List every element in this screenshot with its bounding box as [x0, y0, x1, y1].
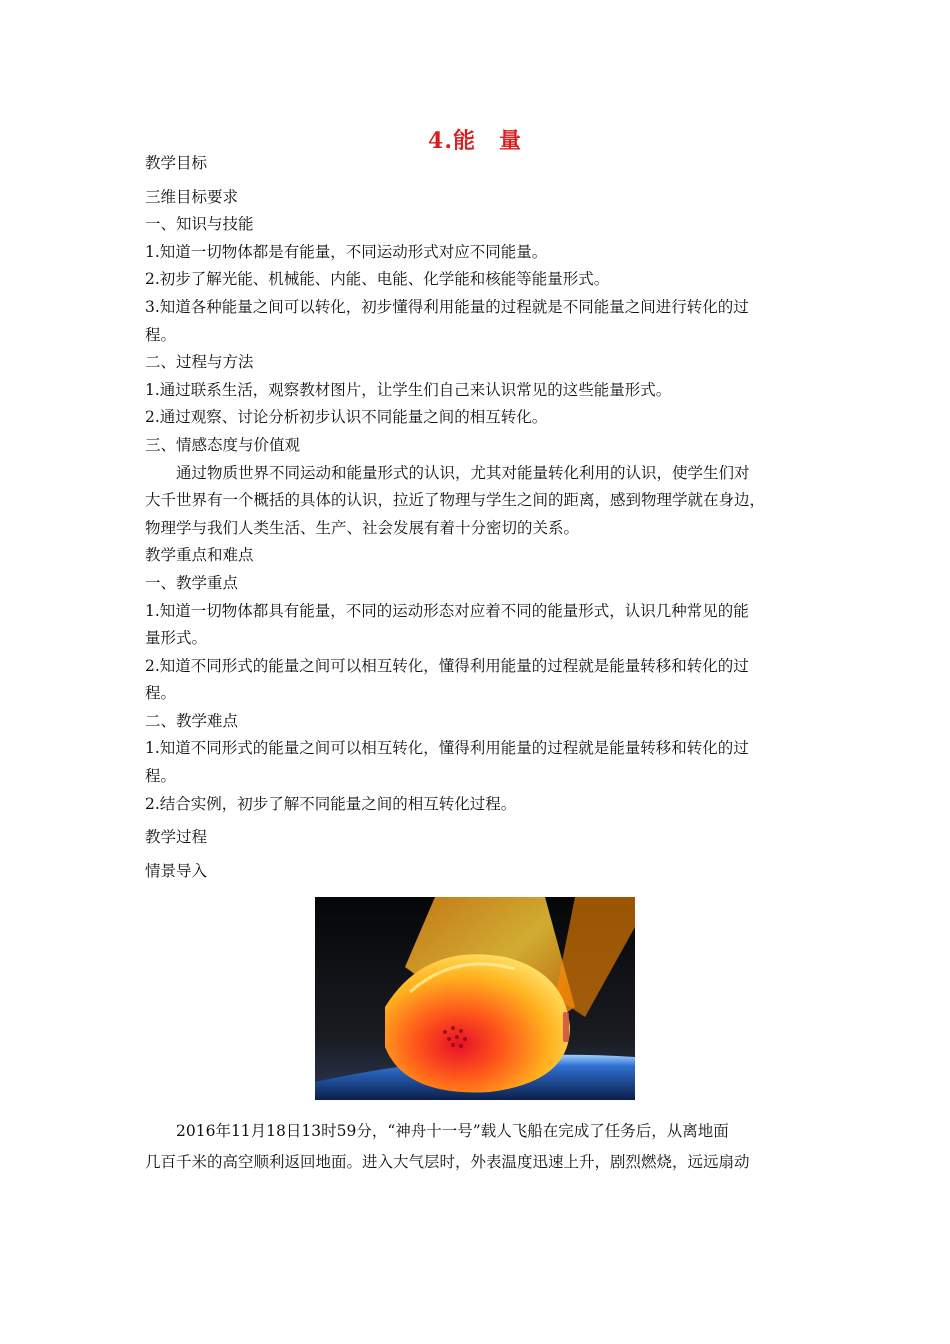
document-body — [145, 150, 815, 1178]
heading-difficult: 二、教学难点 — [145, 711, 239, 730]
page-title: 4.能 量 — [428, 128, 522, 154]
paragraph-line: 2016年11月18日13时59分，“神舟十一号”载人飞船在完成了任务后，从离地面 — [176, 1122, 729, 1141]
text-line: 量形式。 — [145, 629, 208, 648]
text-line: 2.通过观察、讨论分析初步认识不同能量之间的相互转化。 — [145, 408, 548, 427]
heading-process: 二、过程与方法 — [145, 353, 254, 372]
paragraph-line: 几百千米的高空顺利返回地面。进入大气层时，外表温度迅速上升，剧烈燃烧，远远扇动 — [145, 1153, 750, 1172]
heading-three-dim: 三维目标要求 — [145, 187, 239, 206]
text-line: 2.初步了解光能、机械能、内能、电能、化学能和核能等能量形式。 — [145, 270, 610, 289]
text-line: 1.知道一切物体都具有能量，不同的运动形态对应着不同的能量形式，认识几种常见的能 — [145, 601, 749, 620]
heading-scenario: 情景导入 — [145, 861, 208, 880]
heading-teaching-process: 教学过程 — [145, 828, 208, 847]
text-line: 程。 — [145, 325, 177, 344]
text-line: 3.知道各种能量之间可以转化，初步懂得利用能量的过程就是不同能量之间进行转化的过 — [145, 297, 749, 316]
text-line: 1.知道一切物体都是有能量，不同运动形式对应不同能量。 — [145, 242, 548, 261]
text-line: 2.知道不同形式的能量之间可以相互转化，懂得利用能量的过程就是能量转移和转化的过 — [145, 656, 749, 675]
text-line: 2.结合实例，初步了解不同能量之间的相互转化过程。 — [145, 794, 517, 813]
text-line: 程。 — [145, 767, 177, 786]
text-line: 1.知道不同形式的能量之间可以相互转化，懂得利用能量的过程就是能量转移和转化的过 — [145, 739, 749, 758]
reentry-capsule-image — [315, 897, 635, 1100]
paragraph-line: 通过物质世界不同运动和能量形式的认识，尤其对能量转化利用的认识，使学生们对 — [176, 463, 750, 482]
heading-key: 一、教学重点 — [145, 573, 239, 592]
heading-key-points: 教学重点和难点 — [145, 546, 254, 565]
heading-knowledge: 一、知识与技能 — [145, 215, 254, 234]
heading-emotion: 三、情感态度与价值观 — [145, 435, 301, 454]
text-line: 程。 — [145, 684, 177, 703]
text-line: 1.通过联系生活，观察教材图片，让学生们自己来认识常见的这些能量形式。 — [145, 380, 672, 399]
paragraph-line: 大千世界有一个概括的具体的认识，拉近了物理与学生之间的距离，感到物理学就在身边， — [145, 491, 766, 510]
heading-objectives: 教学目标 — [145, 154, 208, 172]
paragraph-line: 物理学与我们人类生活、生产、社会发展有着十分密切的关系。 — [145, 518, 580, 537]
